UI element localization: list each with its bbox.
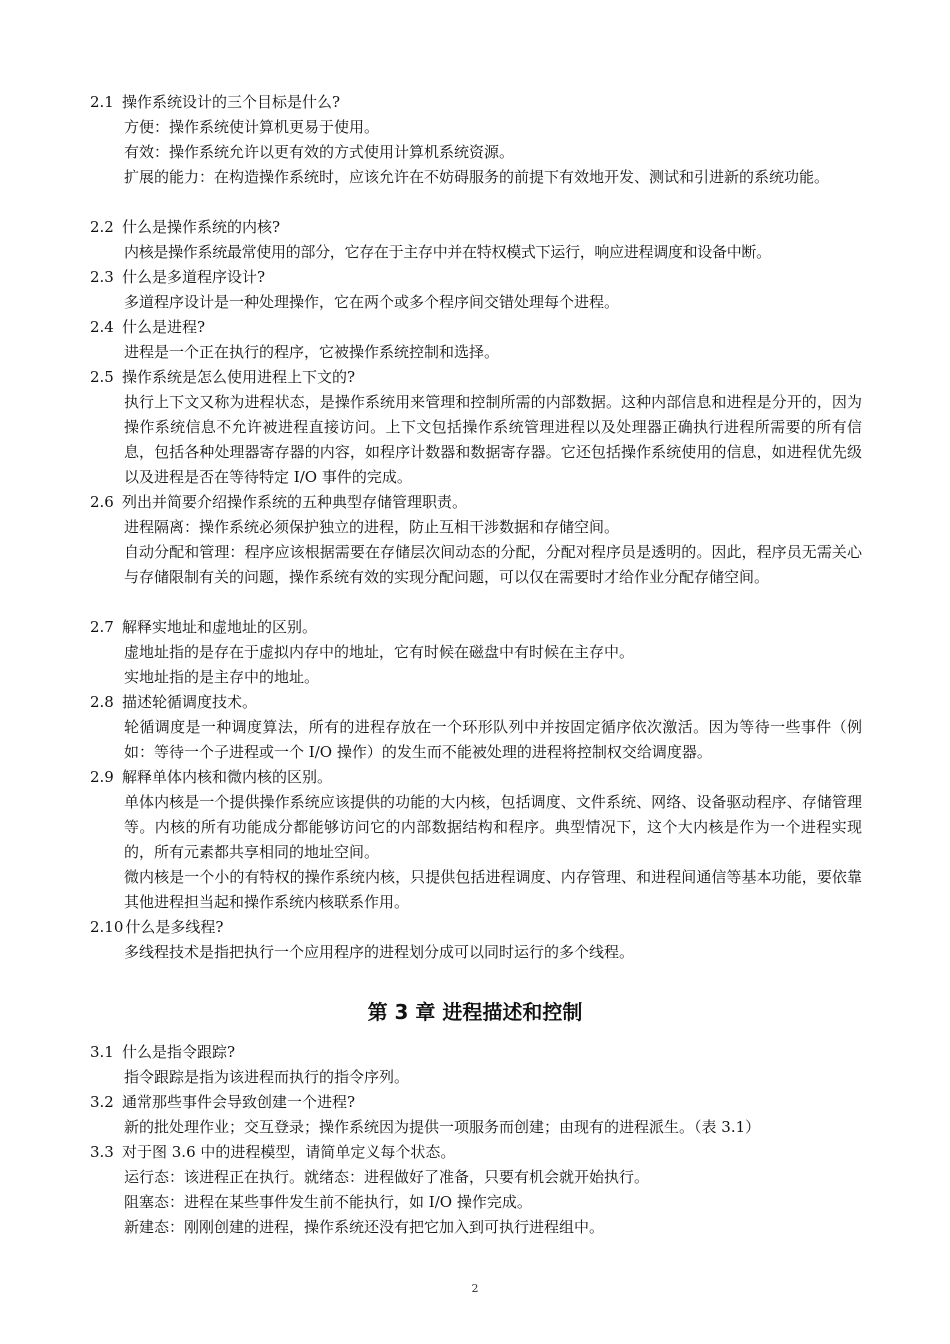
answer-2-10: 多线程技术是指把执行一个应用程序的进程划分成可以同时运行的多个线程。 [124,943,635,961]
question-number: 3.3 [90,1143,114,1161]
question-text: 什么是进程? [122,318,206,336]
question-2-3 [90,265,870,290]
question-2-6 [90,490,870,515]
question-text: 操作系统设计的三个目标是什么? [122,93,341,111]
question-number: 2.1 [90,93,114,111]
question-number: 2.10 [90,918,124,936]
answer-3-2: 新的批处理作业；交互登录；操作系统因为提供一项服务而创建；由现有的进程派生。（表 3.1） [124,1118,761,1136]
question-number: 3.1 [90,1043,114,1061]
answer-3-3-line-1: 运行态：该进程正在执行。就绪态：进程做好了准备，只要有机会就开始执行。 [124,1168,650,1186]
question-2-2 [90,215,870,240]
chapter-title: 第 3 章 进程描述和控制 [367,1000,583,1024]
question-text: 什么是多线程? [125,918,224,936]
question-3-1 [90,1040,870,1065]
question-text: 对于图 3.6 中的进程模型，请简单定义每个状态。 [122,1143,456,1161]
answer-2-1-line-1: 方便：操作系统使计算机更易于使用。 [124,118,380,136]
answer-2-4: 进程是一个正在执行的程序，它被操作系统控制和选择。 [124,343,500,361]
answer-2-2: 内核是操作系统最常使用的部分，它存在于主存中并在特权模式下运行，响应进程调度和设备中断。 [124,243,771,261]
question-3-3 [90,1140,870,1165]
question-number: 2.3 [90,268,114,286]
question-2-9 [90,765,870,790]
answer-2-6-line-1: 进程隔离：操作系统必须保护独立的进程，防止互相干涉数据和存储空间。 [124,518,620,536]
answer-2-1-line-2: 有效：操作系统允许以更有效的方式使用计算机系统资源。 [124,143,515,161]
answer-2-6-line-2: 自动分配和管理：程序应该根据需要在存储层次间动态的分配，分配对程序员是透明的。因此，程序员无需关心与存储限制有关的问题，操作系统有效的实现分配问题，可以仅在需要时才给作业分配存储空间。 [124,543,862,586]
question-2-8 [90,690,870,715]
question-3-2 [90,1090,870,1115]
question-number: 2.8 [90,693,114,711]
question-2-7 [90,615,870,640]
question-text: 通常那些事件会导致创建一个进程? [122,1093,356,1111]
question-2-4 [90,315,870,340]
question-text: 描述轮循调度技术。 [122,693,258,711]
answer-3-3-line-2: 阻塞态：进程在某些事件发生前不能执行，如 I/O 操作完成。 [124,1193,532,1211]
answer-2-7-line-2: 实地址指的是主存中的地址。 [124,668,320,686]
page-number: 2 [471,1282,479,1295]
question-number: 2.5 [90,368,114,386]
question-text: 操作系统是怎么使用进程上下文的? [122,368,356,386]
answer-2-3: 多道程序设计是一种处理操作，它在两个或多个程序间交错处理每个进程。 [124,293,620,311]
answer-2-8: 轮循调度是一种调度算法，所有的进程存放在一个环形队列中并按固定循序依次激活。因为等待一些事件（例如：等待一个子进程或一个 I/O 操作）的发生而不能被处理的进程将控制权交给调度器。 [124,718,862,761]
question-2-1 [90,90,870,115]
question-number: 2.2 [90,218,114,236]
question-text: 什么是指令跟踪? [122,1043,236,1061]
question-number: 2.9 [90,768,114,786]
question-number: 2.4 [90,318,114,336]
question-2-10 [90,915,870,940]
answer-2-5: 执行上下文又称为进程状态，是操作系统用来管理和控制所需的内部数据。这种内部信息和进程是分开的，因为操作系统信息不允许被进程直接访问。上下文包括操作系统管理进程以及处理器正确执行进程所需要的所有信息，包括各种处理器寄存器的内容，如程序计数器和数据寄存器。它还包括操作系统使用的信息，如进程优先级以及进程是否在等待特定 I/O 事件的完成。 [124,393,862,486]
answer-2-9-line-2: 微内核是一个小的有特权的操作系统内核，只提供包括进程调度、内存管理、和进程间通信等基本功能，要依靠其他进程担当起和操作系统内核联系作用。 [124,868,862,911]
question-2-5 [90,365,870,390]
question-number: 2.7 [90,618,114,636]
question-text: 什么是多道程序设计? [122,268,266,286]
question-text: 解释单体内核和微内核的区别。 [122,768,333,786]
answer-2-9-line-1: 单体内核是一个提供操作系统应该提供的功能的大内核，包括调度、文件系统、网络、设备驱动程序、存储管理等。内核的所有功能成分都能够访问它的内部数据结构和程序。典型情况下，这个大内核是作为一个进程实现的，所有元素都共享相同的地址空间。 [124,793,862,861]
question-text: 什么是操作系统的内核? [122,218,281,236]
answer-2-7-line-1: 虚地址指的是存在于虚拟内存中的地址，它有时候在磁盘中有时候在主存中。 [124,643,635,661]
question-number: 3.2 [90,1093,114,1111]
answer-2-1-line-3: 扩展的能力：在构造操作系统时，应该允许在不妨碍服务的前提下有效地开发、测试和引进新的系统功能。 [124,168,830,186]
question-text: 解释实地址和虚地址的区别。 [122,618,318,636]
question-text: 列出并简要介绍操作系统的五种典型存储管理职责。 [122,493,468,511]
answer-3-1: 指令跟踪是指为该进程而执行的指令序列。 [124,1068,410,1086]
question-number: 2.6 [90,493,114,511]
answer-3-3-line-3: 新建态：刚刚创建的进程，操作系统还没有把它加入到可执行进程组中。 [124,1218,605,1236]
